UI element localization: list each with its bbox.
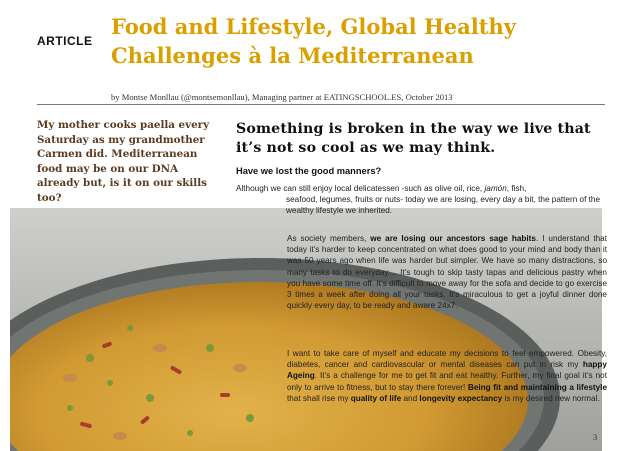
sidebar-quote: My mother cooks paella every Saturday as my grandmother Carmen did. Mediterranean food may be on our DNA already but, is it on our skills too? bbox=[37, 119, 210, 204]
p3-bold-2: Being fit and maintaining a lifestyle bbox=[467, 382, 608, 392]
byline: by Montse Monllau (@montsemonllau), Managing partner at EATINGSCHOOL.ES, October 2013 bbox=[111, 92, 453, 102]
article-title: Food and Lifestyle, Global Healthy Challenges à la Mediterranean bbox=[111, 14, 516, 68]
p2-text-a: As society members, bbox=[287, 234, 371, 243]
article-headline: Something is broken in the way we live that it’s not so cool as we may think. bbox=[236, 121, 591, 156]
body-paragraph-3 bbox=[287, 348, 607, 404]
p3-text-c: that shall rise my bbox=[287, 393, 351, 403]
article-tag: ARTICLE bbox=[37, 34, 93, 48]
page-number: 3 bbox=[593, 432, 598, 442]
lead-text-c: seafood, legumes, fruits or nuts- today we are losing, every day a bit, the pattern of the wealthy lifestyle we inherited. bbox=[286, 195, 601, 216]
p3-bold-1: happy Ageing bbox=[287, 360, 607, 381]
p3-text-b: . It’s a challenge for me to get fit and eat healthy. Further, my final goal it’s not only to arrive to fitness, but to stay there forever! bbox=[287, 371, 607, 392]
p3-bold-4: longevity expectancy bbox=[419, 393, 503, 403]
lead-paragraph bbox=[236, 183, 608, 216]
section-subhead: Have we lost the good manners? bbox=[236, 166, 382, 176]
p3-text-e: is my desired new normal. bbox=[502, 393, 600, 403]
p3-text-a: I want to take care of myself and educate my decisions to feel empowered. Obesity, diabetes, cancer and cardiovascular or mental diseases can put in risk my bbox=[287, 349, 607, 370]
p3-text-d: and bbox=[401, 393, 420, 403]
lead-text-b: , fish, bbox=[506, 184, 527, 193]
lead-emphasis: jamón bbox=[484, 184, 507, 193]
header-divider bbox=[37, 104, 605, 105]
p2-text-b: . I understand that today it’s harder to keep concentrated on what does good to your mind and body than it was 50 years ago when life was harder but simpler. We have so many distractions, so many tasks to do everyday… It’s tough to skip tasty tapas and delicious pastry when you have some time off. It’s difficult to move away for the sofa and decide to go exercise 3 times a week after doing all your tasks. It’s miraculous to get a joyful dinner done quickly every day, to be ready and aware 24x7. bbox=[287, 234, 607, 311]
p2-bold: we are losing our ancestors sage habits bbox=[370, 234, 536, 243]
p3-bold-3: quality of life bbox=[350, 393, 402, 403]
lead-text-a: Although we can still enjoy local delicatessen -such as olive oil, rice, bbox=[236, 184, 485, 193]
body-paragraph-2 bbox=[287, 233, 607, 311]
